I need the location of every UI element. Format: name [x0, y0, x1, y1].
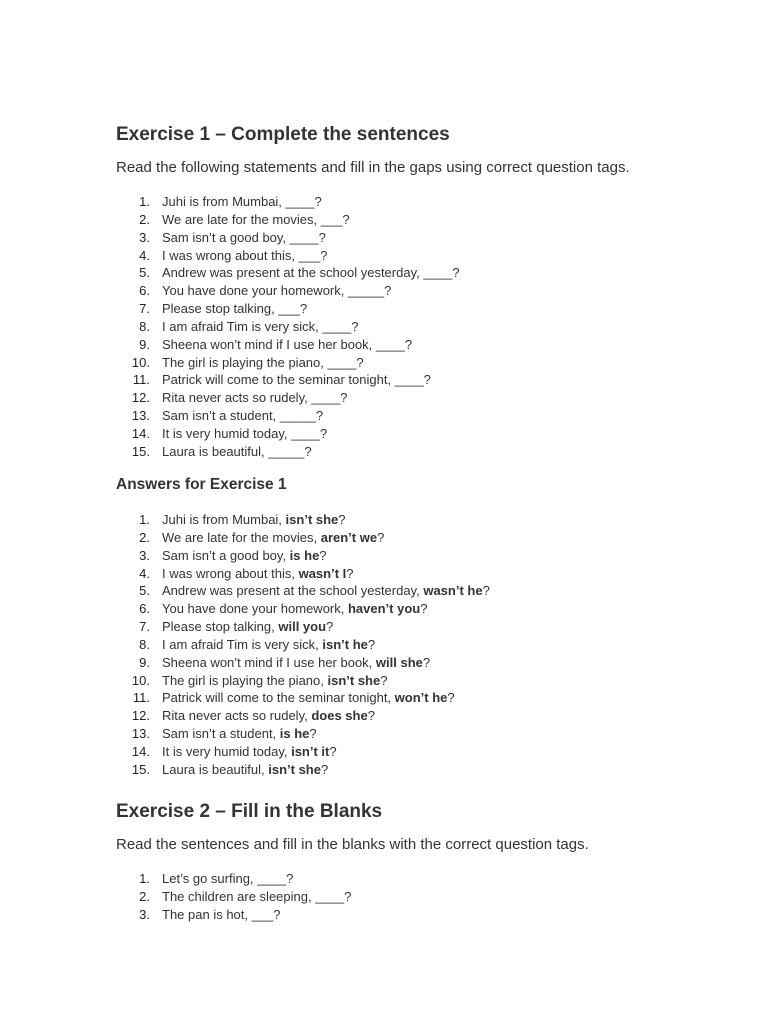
- list-item: [116, 282, 716, 300]
- item-text: Juhi is from Mumbai, ____?: [162, 194, 322, 209]
- answer-prefix: You have done your homework,: [162, 601, 348, 617]
- answers-header: [116, 475, 716, 495]
- item-number: 8.: [139, 318, 150, 334]
- exercise-2-list: [116, 870, 716, 924]
- answer-prefix: We are late for the movies,: [162, 529, 321, 545]
- item-text: [162, 511, 346, 529]
- answer-tag: will she: [375, 654, 423, 670]
- answer-prefix: Rita never acts so rudely,: [162, 708, 312, 724]
- item-text: Rita never acts so rudely, ____?: [162, 390, 348, 406]
- list-item: [116, 211, 716, 229]
- exercise-2-intro-block: [116, 836, 716, 854]
- list-item: [116, 193, 716, 211]
- item-number: 9.: [139, 336, 150, 352]
- list-item: [116, 529, 716, 547]
- answer-prefix: Andrew was present at the school yesterday,: [162, 583, 424, 599]
- item-number: 12.: [131, 390, 150, 406]
- answers-title: Answers for Exercise 1: [116, 476, 287, 493]
- answer-prefix: Sam isn’t a good boy,: [162, 547, 290, 563]
- answer-suffix: ?: [380, 672, 388, 688]
- item-text: Laura is beautiful, _____?: [162, 443, 312, 459]
- item-text: [162, 654, 430, 672]
- list-item: [116, 371, 716, 389]
- answer-prefix: It is very humid today,: [162, 743, 292, 759]
- item-number: 15.: [131, 761, 150, 777]
- item-number: 10.: [131, 672, 150, 688]
- item-text: [162, 689, 455, 707]
- answer-tag: does she: [311, 708, 368, 724]
- item-number: 12.: [131, 708, 150, 724]
- answer-suffix: ?: [422, 654, 431, 670]
- item-number: 2.: [139, 529, 150, 545]
- exercise-1-list: [116, 193, 716, 461]
- exercise-1-intro: Read the following statements and fill in the gaps using correct question tags.: [116, 159, 630, 176]
- answer-prefix: The girl is playing the piano,: [162, 672, 328, 688]
- item-text: I am afraid Tim is very sick, ____?: [162, 318, 359, 334]
- item-number: 13.: [131, 408, 150, 424]
- answer-prefix: I am afraid Tim is very sick,: [162, 636, 323, 652]
- item-number: 1.: [139, 871, 150, 886]
- answer-tag: wasn’t he: [423, 583, 483, 599]
- item-text: [162, 582, 490, 600]
- item-number: 1.: [139, 194, 150, 209]
- item-number: 7.: [139, 619, 150, 635]
- item-text: [162, 707, 375, 725]
- list-item: [116, 318, 716, 336]
- item-text: Sam isn’t a student, _____?: [162, 408, 324, 424]
- item-number: 14.: [131, 425, 150, 441]
- item-number: 5.: [139, 265, 150, 281]
- answer-prefix: Please stop talking,: [162, 619, 279, 635]
- list-item: [116, 300, 716, 318]
- answer-suffix: ?: [367, 708, 375, 724]
- list-item: [116, 761, 716, 779]
- exercise-2-header: [116, 801, 716, 823]
- item-text: Please stop talking, ___?: [162, 301, 308, 317]
- answer-tag: isn’t she: [285, 512, 339, 527]
- item-number: 2.: [139, 888, 150, 904]
- answer-tag: is he: [289, 547, 320, 563]
- item-text: We are late for the movies, ___?: [162, 211, 350, 227]
- answer-tag: isn’t she: [268, 761, 321, 777]
- answer-suffix: ?: [346, 565, 354, 581]
- answer-suffix: ?: [367, 636, 376, 652]
- answer-suffix: ?: [320, 761, 329, 777]
- item-number: 5.: [139, 583, 150, 599]
- answer-prefix: Laura is beautiful,: [162, 761, 269, 777]
- item-number: 2.: [139, 211, 150, 227]
- item-text: Andrew was present at the school yesterday, ____?: [162, 265, 460, 281]
- item-number: 10.: [131, 354, 150, 370]
- answer-suffix: ?: [326, 619, 334, 635]
- list-item: [116, 565, 716, 583]
- item-text: Sam isn’t a good boy, ____?: [162, 229, 326, 245]
- item-number: 3.: [139, 547, 150, 563]
- item-text: You have done your homework, _____?: [162, 283, 392, 299]
- list-item: [116, 336, 716, 354]
- answer-suffix: ?: [377, 529, 385, 545]
- item-text: [162, 672, 387, 690]
- list-item: [116, 247, 716, 265]
- answer-suffix: ?: [319, 547, 327, 563]
- item-number: 4.: [139, 247, 150, 263]
- answer-tag: isn’t he: [322, 636, 368, 652]
- answer-prefix: Juhi is from Mumbai,: [162, 512, 286, 527]
- exercise-2-intro: Read the sentences and fill in the blanks with the correct question tags.: [116, 836, 589, 853]
- item-text: [162, 618, 333, 636]
- exercise-1-intro-block: [116, 159, 716, 177]
- exercise-1-title: Exercise 1 – Complete the sentences: [116, 124, 450, 145]
- item-text: [162, 725, 317, 743]
- item-text: The pan is hot, ___?: [162, 906, 281, 922]
- item-text: [162, 565, 354, 583]
- item-text: The girl is playing the piano, ____?: [162, 354, 364, 370]
- item-number: 6.: [139, 283, 150, 299]
- list-item: [116, 407, 716, 425]
- answer-tag: aren’t we: [320, 529, 378, 545]
- exercise-1-header: [116, 124, 716, 146]
- answer-tag: isn’t it: [291, 743, 330, 759]
- answer-tag: wasn’t I: [298, 565, 347, 581]
- item-number: 11.: [132, 372, 150, 388]
- list-item: [116, 707, 716, 725]
- answer-tag: haven’t you: [347, 601, 421, 617]
- list-item: [116, 888, 716, 906]
- list-item: [116, 672, 716, 690]
- list-item: [116, 582, 716, 600]
- list-item: [116, 906, 716, 924]
- item-number: 13.: [131, 726, 150, 742]
- item-text: [162, 761, 328, 779]
- item-text: Patrick will come to the seminar tonight, ____?: [162, 372, 431, 388]
- list-item: [116, 511, 716, 529]
- answer-suffix: ?: [420, 601, 428, 617]
- exercise-2-title: Exercise 2 – Fill in the Blanks: [116, 801, 383, 822]
- list-item: [116, 600, 716, 618]
- item-text: It is very humid today, ____?: [162, 425, 328, 441]
- answer-suffix: ?: [338, 512, 346, 527]
- item-number: 3.: [139, 229, 150, 245]
- list-item: [116, 654, 716, 672]
- item-number: 9.: [139, 654, 150, 670]
- item-number: 15.: [131, 443, 150, 459]
- item-number: 1.: [139, 512, 150, 527]
- item-number: 7.: [139, 301, 150, 317]
- list-item: [116, 354, 716, 372]
- item-text: [162, 600, 427, 618]
- answer-tag: is he: [279, 726, 310, 742]
- item-text: [162, 529, 384, 547]
- answers-list: [116, 511, 716, 779]
- list-item: [116, 870, 716, 888]
- answer-suffix: ?: [309, 726, 317, 742]
- answer-suffix: ?: [447, 690, 455, 706]
- answer-tag: will you: [278, 619, 327, 635]
- item-text: Let’s go surfing, ____?: [162, 871, 294, 886]
- answer-prefix: Patrick will come to the seminar tonight,: [162, 690, 395, 706]
- item-number: 3.: [139, 906, 150, 922]
- item-text: I was wrong about this, ___?: [162, 247, 328, 263]
- answer-tag: isn’t she: [327, 672, 381, 688]
- answer-prefix: I was wrong about this,: [162, 565, 299, 581]
- item-number: 4.: [139, 565, 150, 581]
- item-number: 14.: [131, 743, 150, 759]
- list-item: [116, 389, 716, 407]
- answer-prefix: Sheena won’t mind if I use her book,: [162, 654, 376, 670]
- answer-suffix: ?: [329, 743, 337, 759]
- list-item: [116, 636, 716, 654]
- answer-tag: won’t he: [394, 690, 448, 706]
- item-text: Sheena won’t mind if I use her book, ____?: [162, 336, 413, 352]
- item-text: [162, 636, 375, 654]
- answer-prefix: Sam isn’t a student,: [162, 726, 280, 742]
- list-item: [116, 689, 716, 707]
- list-item: [116, 229, 716, 247]
- item-text: The children are sleeping, ____?: [162, 888, 352, 904]
- list-item: [116, 618, 716, 636]
- item-number: 8.: [139, 636, 150, 652]
- list-item: [116, 547, 716, 565]
- answer-suffix: ?: [482, 583, 490, 599]
- list-item: [116, 425, 716, 443]
- item-text: [162, 743, 337, 761]
- list-item: [116, 743, 716, 761]
- list-item: [116, 725, 716, 743]
- item-number: 11.: [132, 690, 150, 706]
- list-item: [116, 443, 716, 461]
- item-number: 6.: [139, 601, 150, 617]
- list-item: [116, 264, 716, 282]
- item-text: [162, 547, 327, 565]
